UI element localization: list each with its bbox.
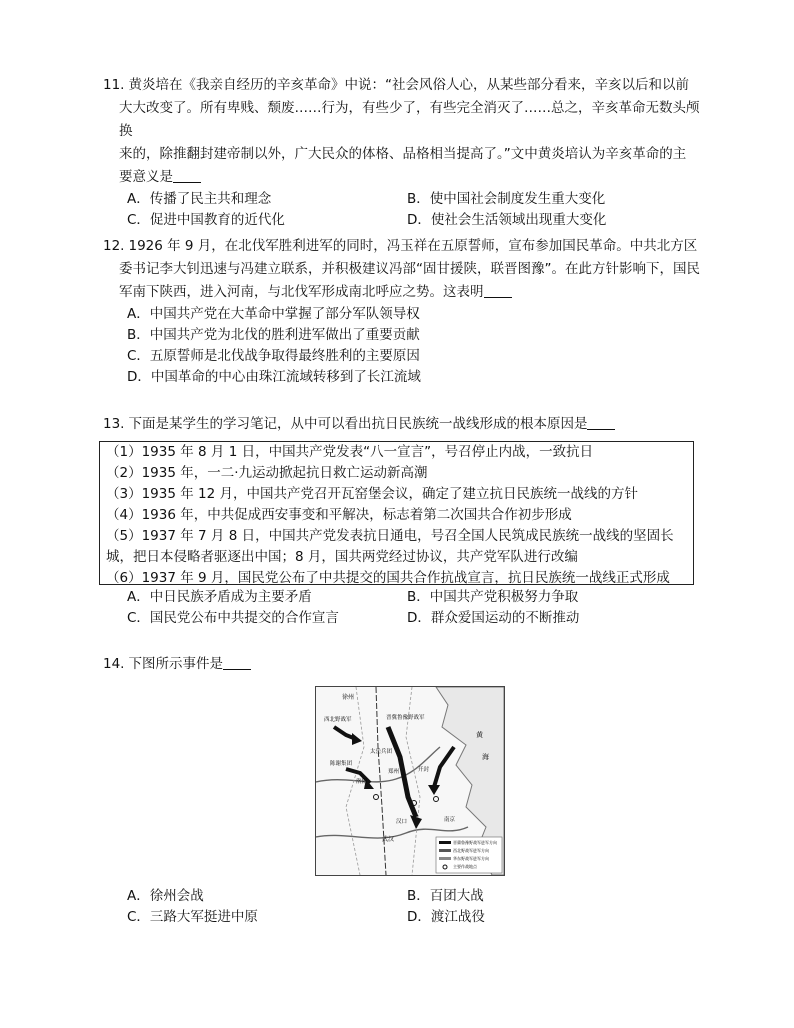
question-11-line-3: 来的，除推翻封建帝制以外，广大民众的体格、品格相当提高了。”文中黄炎培认为辛亥革命的主: [119, 146, 687, 162]
note-item: （4）1936 年，中共促成西安事变和平解决，标志着第二次国共合作初步形成: [106, 507, 572, 523]
question-11-stem: [103, 74, 703, 189]
note-item: （1）1935 年 8 月 1 日，中国共产党发表“八一宣言”，号召停止内战，一致抗日: [106, 444, 594, 460]
map-label: 汉口: [396, 819, 408, 825]
legend-item: 西北野战军进军方向: [453, 848, 489, 853]
question-11-options: [127, 189, 703, 231]
option-a[interactable]: A．徐州会战: [127, 888, 204, 904]
note-item: （6）1937 年 9 月，国民党公布了中共提交的国共合作抗战宣言，抗日民族统一战线正式形成: [106, 570, 670, 586]
question-12-line-2: 委书记李大钊迅速与冯建立联系，并积极建议冯部“固甘援陕，联晋图豫”。在此方针影响下，国民: [119, 261, 700, 277]
map-label: 开封: [418, 767, 430, 773]
question-14-stem: [103, 653, 703, 676]
legend-item: 华东野战军进军方向: [453, 856, 489, 861]
option-a[interactable]: A．中日民族矛盾成为主要矛盾: [127, 589, 312, 605]
question-11-line-4: [103, 166, 703, 189]
question-text: 1926 年 9 月，在北伐军胜利进军的同时，冯玉祥在五原誓师，宣布参加国民革命。中共北方区: [128, 238, 698, 254]
question-number: 13.: [103, 416, 125, 432]
question-text: 黄炎培在《我亲自经历的辛亥革命》中说：“社会风俗人心，从某些部分看来，辛亥以后和以前: [128, 77, 689, 93]
option-b[interactable]: B．百团大战: [407, 888, 484, 904]
answer-blank[interactable]: [173, 168, 201, 183]
map-label: 洛阳: [356, 779, 368, 785]
question-12-stem: [103, 235, 703, 304]
option-c[interactable]: C．促进中国教育的近代化: [127, 212, 285, 228]
question-number: 14.: [103, 656, 125, 672]
question-11-line-2: 大大改变了。所有卑贱、颓废……行为，有些少了，有些完全消灭了……总之，辛亥革命无数头颅换: [119, 100, 700, 139]
option-c[interactable]: C．三路大军挺进中原: [127, 909, 258, 925]
note-item: 城，把日本侵略者驱逐出中国；8 月，国共两党经过协议，共产党军队进行改编: [106, 549, 578, 565]
question-text: 军南下陕西，进入河南，与北伐军形成南北呼应之势。这表明: [119, 284, 484, 300]
option-b[interactable]: B．使中国社会制度发生重大变化: [407, 191, 606, 207]
map-label: 南京: [444, 817, 456, 823]
map-label: 陈谢集团: [330, 761, 353, 767]
map-label: 武汉: [382, 836, 395, 843]
legend-item: 晋冀鲁豫野战军进军方向: [453, 840, 497, 845]
question-13: [103, 413, 703, 436]
arrow-head: [428, 785, 440, 795]
note-item: （3）1935 年 12 月，中国共产党召开瓦窑堡会议，确定了建立抗日民族统一战线的方针: [106, 486, 638, 502]
option-d[interactable]: D．中国革命的中心由珠江流域转移到了长江流域: [127, 369, 421, 385]
answer-blank[interactable]: [587, 415, 615, 430]
answer-blank[interactable]: [484, 283, 512, 298]
question-number: 11.: [103, 77, 125, 93]
map-label: 晋冀鲁豫野战军: [386, 715, 425, 721]
advance-arrow-huadong: [434, 747, 454, 787]
question-11-line-1: [103, 77, 689, 93]
option-b[interactable]: B．中国共产党积极努力争取: [407, 589, 579, 605]
legend-swatch: [439, 857, 451, 860]
legend-item: 主要作战地点: [453, 864, 477, 869]
battle-marker-icon: [374, 795, 379, 800]
map-label: 西北野战军: [324, 717, 352, 723]
legend-swatch: [439, 841, 451, 844]
question-12-options: [127, 304, 703, 388]
question-14-options: [127, 886, 703, 928]
map-label: 黄: [476, 731, 483, 739]
historical-map: [315, 686, 505, 876]
arrow-head: [352, 733, 362, 745]
question-text: 下面是某学生的学习笔记，从中可以看出抗日民族统一战线形成的根本原因是: [128, 416, 588, 432]
map-label: 郑州: [388, 769, 400, 775]
arrow-head: [410, 815, 422, 829]
question-11: [103, 74, 703, 231]
question-text: 下图所示事件是: [128, 656, 223, 672]
study-notes-box: [99, 441, 694, 585]
option-d[interactable]: D．渡江战役: [407, 909, 485, 925]
option-a[interactable]: A．中国共产党在大革命中掌握了部分军队领导权: [127, 306, 420, 322]
note-item: （2）1935 年，一二·九运动掀起抗日救亡运动新高潮: [106, 465, 428, 481]
question-13-options: [127, 587, 703, 629]
option-d[interactable]: D．使社会生活领域出现重大变化: [407, 212, 607, 228]
battle-marker-icon: [434, 797, 439, 802]
map-label: 海: [482, 753, 489, 761]
question-13-options-wrap: [103, 587, 703, 629]
legend-swatch: [439, 849, 451, 852]
answer-blank[interactable]: [223, 655, 251, 670]
question-text: 要意义是: [119, 169, 173, 185]
option-c[interactable]: C．国民党公布中共提交的合作宣言: [127, 610, 339, 626]
option-b[interactable]: B．中国共产党为北伐的胜利进军做出了重要贡献: [127, 327, 420, 343]
map-label: 太岳兵团: [370, 749, 393, 755]
option-d[interactable]: D．群众爱国运动的不断推动: [407, 610, 580, 626]
question-13-stem: [103, 413, 703, 436]
option-a[interactable]: A．传播了民主共和理念: [127, 191, 272, 207]
question-14: [103, 653, 703, 676]
map-figure: [316, 687, 504, 875]
option-c[interactable]: C．五原誓师是北伐战争取得最终胜利的主要原因: [127, 348, 420, 364]
question-number: 12.: [103, 238, 125, 254]
question-14-options-wrap: [103, 886, 703, 928]
question-12: [103, 235, 703, 388]
question-12-line-3: [103, 281, 703, 304]
question-12-line-1: [103, 238, 697, 254]
map-label: 徐州: [342, 694, 355, 701]
note-item: （5）1937 年 7 月 8 日，中国共产党发表抗日通电，号召全国人民筑成民族统一战线的坚固长: [106, 528, 674, 544]
